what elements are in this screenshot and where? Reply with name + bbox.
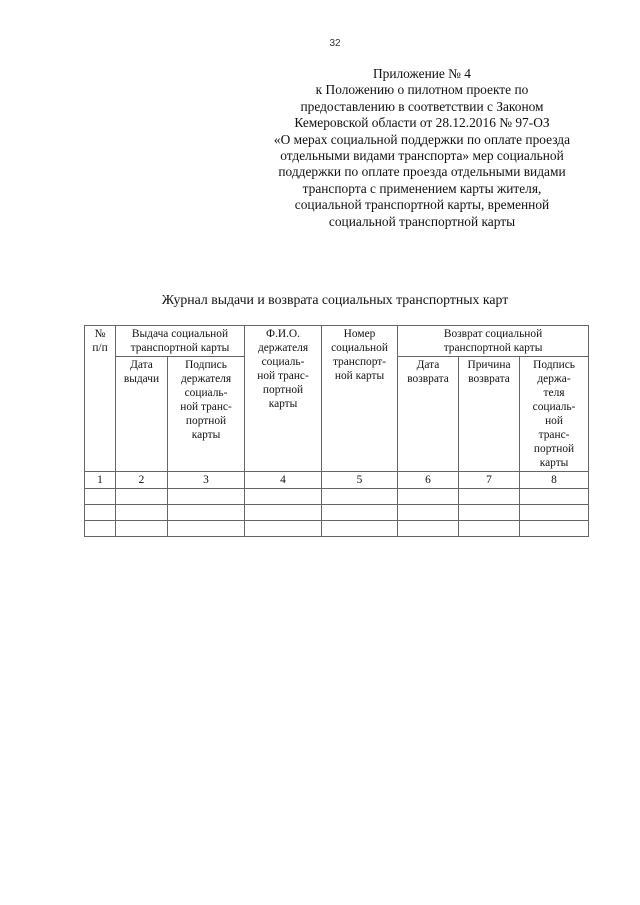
header-return-signature: Подпись держа- теля социаль- ной транс- портной карты	[520, 357, 589, 472]
table-cell	[168, 521, 245, 537]
table-cell	[322, 521, 398, 537]
table-cell	[322, 489, 398, 505]
appendix-line: социальной транспортной карты	[328, 213, 516, 229]
column-number: 4	[245, 472, 322, 489]
table-cell	[116, 489, 168, 505]
column-number: 6	[398, 472, 459, 489]
header-num: № п/п	[85, 326, 116, 472]
table-cell	[245, 505, 322, 521]
header-issue-group: Выдача социальной транспортной карты	[116, 326, 245, 357]
table-cell	[520, 505, 589, 521]
table-cell	[322, 505, 398, 521]
header-fio: Ф.И.О. держателя социаль- ной транс- портной карты	[245, 326, 322, 472]
journal-title: Журнал выдачи и возврата социальных транспортных карт	[161, 292, 509, 307]
header-return-group: Возврат социальной транспортной карты	[398, 326, 589, 357]
table-cell	[520, 489, 589, 505]
appendix-line: социальной транспортной карты, временной	[294, 197, 550, 213]
table-cell	[398, 505, 459, 521]
table-cell	[85, 505, 116, 521]
column-number-row	[85, 472, 589, 489]
table-row	[85, 521, 589, 537]
page-number: 32	[329, 38, 341, 49]
appendix-line: «О мерах социальной поддержки по оплате проезда	[273, 131, 571, 147]
table-cell	[116, 505, 168, 521]
header-card-number: Номер социальной транспорт- ной карты	[322, 326, 398, 472]
appendix-line: отдельными видами транспорта» мер социальной	[280, 148, 564, 164]
table-cell	[85, 489, 116, 505]
appendix-line: Кемеровской области от 28.12.2016 № 97-ОЗ	[294, 115, 550, 131]
appendix-header	[232, 66, 612, 230]
table-cell	[245, 489, 322, 505]
table-cell	[245, 521, 322, 537]
column-number: 3	[168, 472, 245, 489]
appendix-line: Приложение № 4	[372, 66, 472, 81]
table-cell	[85, 521, 116, 537]
table-cell	[168, 489, 245, 505]
header-row	[85, 326, 589, 357]
table-cell	[116, 521, 168, 537]
table-cell	[459, 505, 520, 521]
header-return-date: Дата возврата	[398, 357, 459, 472]
header-issue-date: Дата выдачи	[116, 357, 168, 472]
column-number: 2	[116, 472, 168, 489]
table-cell	[520, 521, 589, 537]
table-cell	[459, 489, 520, 505]
table-cell	[398, 521, 459, 537]
table-row	[85, 505, 589, 521]
journal-table	[84, 325, 589, 537]
header-return-reason: Причина возврата	[459, 357, 520, 472]
table-cell	[168, 505, 245, 521]
appendix-line: предоставлению в соответствии с Законом	[300, 98, 544, 114]
table-cell	[398, 489, 459, 505]
column-number: 8	[520, 472, 589, 489]
column-number: 7	[459, 472, 520, 489]
table-row	[85, 489, 589, 505]
appendix-line: к Положению о пилотном проекте по	[315, 82, 529, 98]
appendix-line: поддержки по оплате проезда отдельными видами	[278, 164, 566, 180]
header-issue-signature: Подпись держателя социаль- ной транс- портной карты	[168, 357, 245, 472]
column-number: 1	[85, 472, 116, 489]
appendix-line: транспорта с применением карты жителя,	[302, 180, 542, 196]
column-number: 5	[322, 472, 398, 489]
table-cell	[459, 521, 520, 537]
